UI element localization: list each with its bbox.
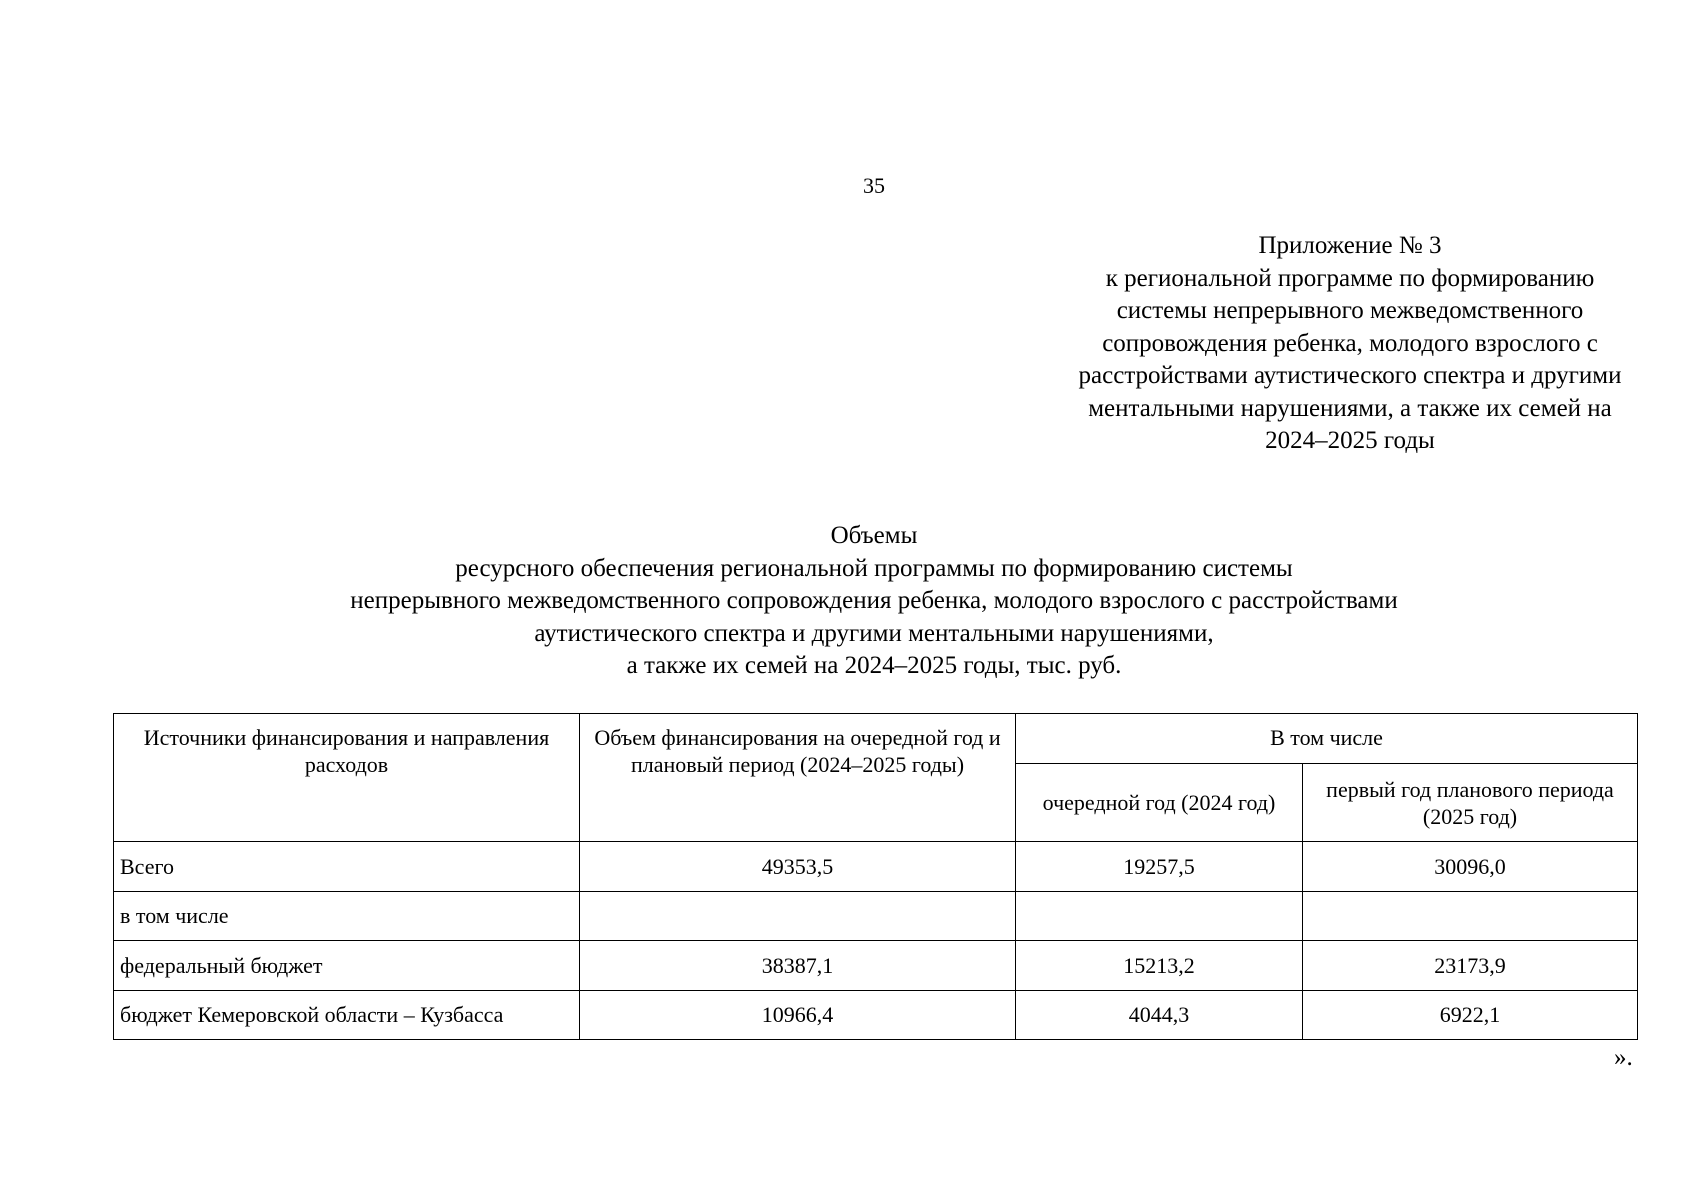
row-label: федеральный бюджет [114,941,580,991]
cell-total: 38387,1 [580,941,1016,991]
cell-2025 [1303,891,1638,941]
appendix-line: ментальными нарушениями, а также их семей на [1088,394,1612,422]
header-including: В том числе [1016,714,1638,764]
row-label: в том числе [114,891,580,941]
page-number: 35 [863,173,885,198]
table-row [114,990,1638,1040]
cell-total [580,891,1016,941]
cell-total: 49353,5 [580,842,1016,892]
appendix-line: расстройствами аутистического спектра и другими [1078,362,1622,389]
cell-2025: 23173,9 [1303,941,1638,991]
header-year-2025: первый год планового периода (2025 год) [1303,764,1638,842]
title-line: Объемы [830,522,918,549]
title-line: а также их семей на 2024–2025 годы, тыс. руб. [626,652,1122,679]
document-title [0,520,1697,683]
table-row [114,842,1638,892]
cell-2025: 6922,1 [1303,990,1638,1040]
header-total: Объем финансирования на очередной год и плановый период (2024–2025 годы) [580,714,1016,842]
appendix-line: Приложение № 3 [1258,232,1442,259]
cell-total: 10966,4 [580,990,1016,1040]
cell-2025: 30096,0 [1303,842,1638,892]
row-label: Всего [114,842,580,892]
appendix-line: системы непрерывного межведомственного [1116,297,1584,324]
header-year-2024: очередной год (2024 год) [1016,764,1303,842]
closing-quote-mark: ». [1614,1044,1633,1071]
cell-2024: 15213,2 [1016,941,1303,991]
appendix-line: сопровождения ребенка, молодого взрослого с [1102,329,1598,357]
table-row [114,891,1638,941]
title-line: аутистического спектра и другими ментальными нарушениями, [534,619,1214,647]
title-line: ресурсного обеспечения региональной программы по формированию системы [455,554,1293,582]
table-header-row [114,714,1638,764]
appendix-header [1020,230,1680,458]
table-row [114,941,1638,991]
cell-2024: 4044,3 [1016,990,1303,1040]
header-source: Источники финансирования и направления расходов [114,714,580,842]
cell-2024 [1016,891,1303,941]
appendix-line: к региональной программе по формированию [1105,264,1595,292]
title-line: непрерывного межведомственного сопровождения ребенка, молодого взрослого с расстройствами [350,587,1398,614]
appendix-line: 2024–2025 годы [1265,427,1435,454]
cell-2024: 19257,5 [1016,842,1303,892]
funding-table [113,713,1638,1040]
row-label: бюджет Кемеровской области – Кузбасса [114,990,580,1040]
